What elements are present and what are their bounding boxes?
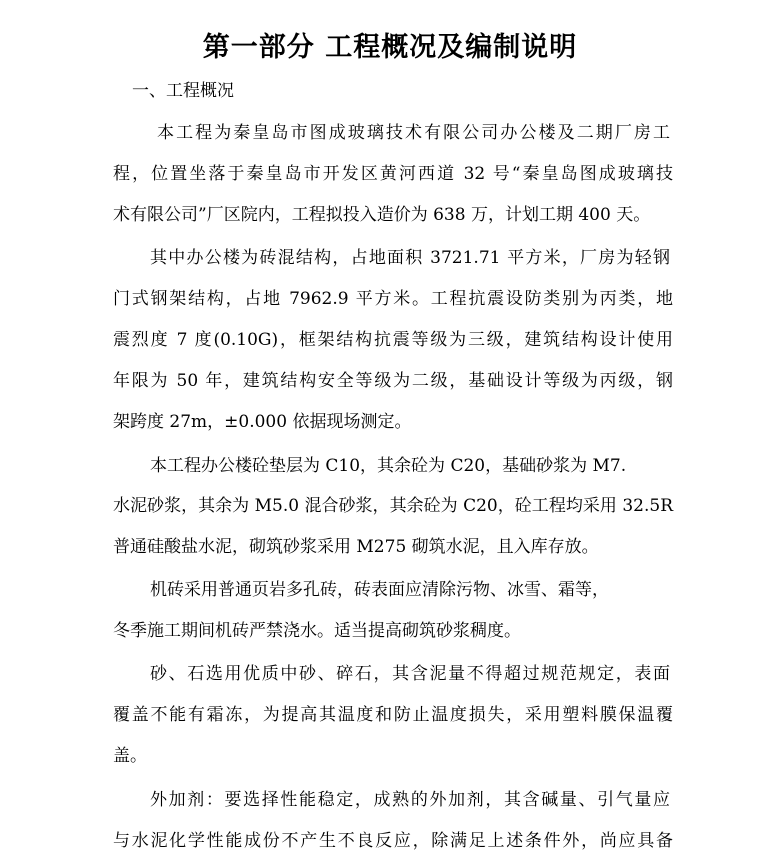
paragraph-line: 水泥砂浆，其余为 M5.0 混合砂浆，其余砼为 C20，砼工程均采用 32.5R	[113, 496, 673, 516]
paragraph-line: 普通硅酸盐水泥，砌筑砂浆采用 M275 砌筑水泥，且入库存放。	[113, 537, 599, 557]
paragraph-line: 年限为 50 年，建筑结构安全等级为二级，基础设计等级为丙级，钢	[113, 371, 673, 391]
paragraph-line: 冬季施工期间机砖严禁浇水。适当提高砌筑砂浆稠度。	[113, 621, 521, 641]
paragraph-line: 程，位置坐落于秦皇岛市开发区黄河西道 32 号“秦皇岛图成玻璃技	[113, 164, 673, 184]
paragraph-line: 本工程办公楼砼垫层为 C10，其余砼为 C20，基础砂浆为 M7.	[150, 456, 627, 476]
document-title: 第一部分 工程概况及编制说明	[202, 32, 578, 63]
paragraph-line: 外加剂：要选择性能稳定，成熟的外加剂，其含碱量、引气量应	[150, 790, 670, 810]
paragraph-line: 其中办公楼为砖混结构，占地面积 3721.71 平方米，厂房为轻钢	[150, 248, 670, 268]
paragraph-line: 机砖采用普通页岩多孔砖，砖表面应清除污物、冰雪、霜等，	[150, 580, 609, 600]
paragraph-line: 覆盖不能有霜冻，为提高其温度和防止温度损失，采用塑料膜保温覆	[113, 705, 673, 725]
paragraph-line: 门式钢架结构，占地 7962.9 平方米。工程抗震设防类别为丙类，地	[113, 289, 673, 309]
paragraph-line: 砂、石选用优质中砂、碎石，其含泥量不得超过规范规定，表面	[150, 664, 670, 684]
paragraph-line: 术有限公司”厂区院内，工程拟投入造价为 638 万，计划工期 400 天。	[113, 205, 651, 225]
paragraph-line: 盖。	[113, 746, 147, 766]
paragraph-line: 本工程为秦皇岛市图成玻璃技术有限公司办公楼及二期厂房工	[157, 123, 670, 143]
paragraph-line: 架跨度 27m，±0.000 依据现场测定。	[113, 412, 412, 432]
paragraph-line: 与水泥化学性能成份不产生不良反应，除满足上述条件外，尚应具备	[113, 831, 673, 851]
section-heading: 一、工程概况	[132, 81, 234, 101]
paragraph-line: 震烈度 7 度(0.10G)，框架结构抗震等级为三级，建筑结构设计使用	[113, 330, 673, 350]
